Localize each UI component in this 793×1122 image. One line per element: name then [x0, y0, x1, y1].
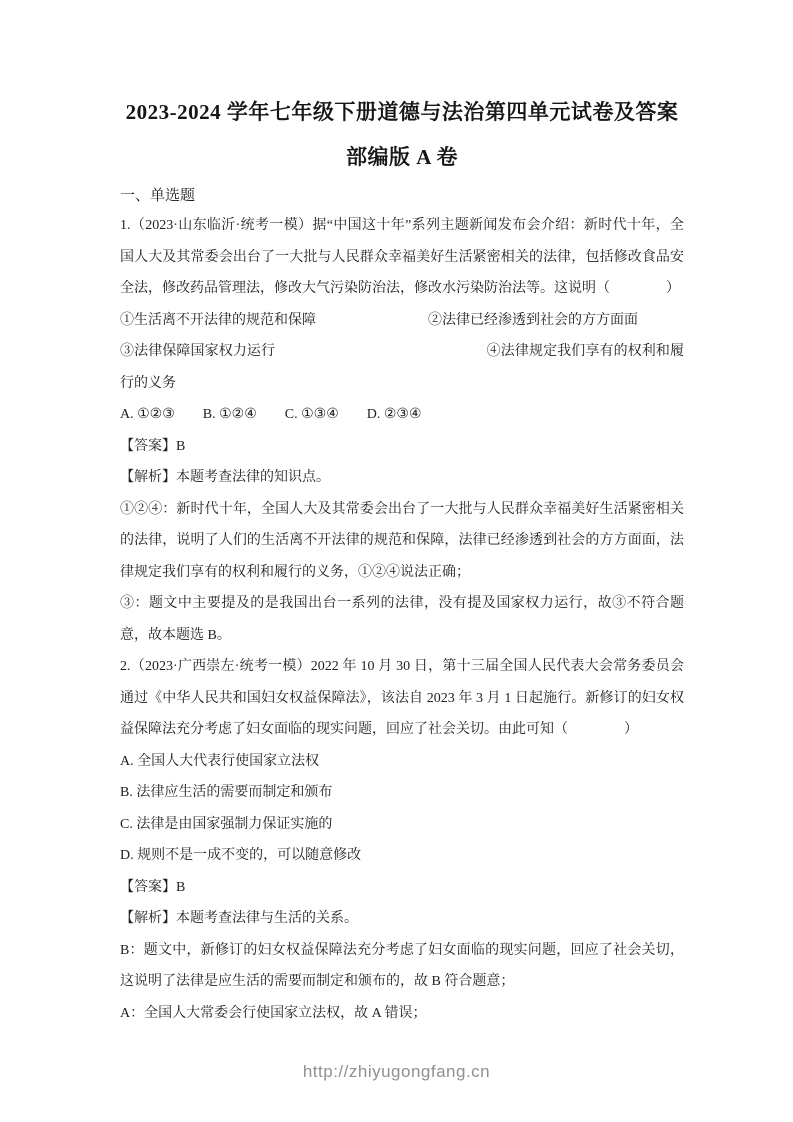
question-1-analysis-paragraph-1: ①②④：新时代十年，全国人大及其常委会出台了一大批与人民群众幸福美好生活紧密相关的法律，说明了人们的生活离不开法律的规范和保障，法律已经渗透到社会的方方面面，法律规定我们享有的权利和履行的义务，①②④说法正确； [120, 501, 684, 580]
question-2-analysis-paragraph-2: A：全国人大常委会行使国家立法权，故 A 错误； [120, 1005, 427, 1021]
page-title [120, 90, 684, 180]
question-1 [120, 210, 684, 651]
title-line-1: 2023-2024 学年七年级下册道德与法治第四单元试卷及答案 [125, 100, 679, 124]
title-line-2: 部编版 A 卷 [345, 145, 458, 169]
question-2-analysis-paragraph-1: B：题文中，新修订的妇女权益保障法充分考虑了妇女面临的现实问题，回应了社会关切，这说明了法律是应生活的需要而制定和颁布的，故 B 符合题意； [120, 942, 684, 989]
question-2-analysis-intro: 【解析】本题考查法律与生活的关系。 [120, 911, 358, 926]
question-2-choice-c: C. 法律是由国家强制力保证实施的 [120, 816, 333, 832]
question-1-analysis-paragraph-2: ③：题文中主要提及的是我国出台一系列的法律，没有提及国家权力运行，故③不符合题意，故本题选 B。 [120, 596, 684, 643]
question-2-choice-d: D. 规则不是一成不变的，可以随意修改 [120, 848, 362, 863]
question-2-stem: 2.（2023·广西崇左·统考一模）2022 年 10 月 30 日，第十三届全国人民代表大会常务委员会通过《中华人民共和国妇女权益保障法》，该法自 2023 年 3 月 1 日起施行。新修订的妇女权益保障法充分考虑了妇女面临的现实问题，回应了社会关切。由此可知（ ） [120, 659, 684, 737]
question-2 [120, 651, 684, 1029]
question-2-choice-a: A. 全国人大代表行使国家立法权 [120, 753, 320, 769]
section-heading-single-choice: 一、单选题 [120, 188, 196, 204]
footer-watermark-url: http://zhiyugongfang.cn [302, 1062, 491, 1081]
question-1-suboptions-row-1: ①生活离不开法律的规范和保障 ②法律已经渗透到社会的方方面面 [120, 312, 638, 328]
question-1-analysis-intro: 【解析】本题考查法律的知识点。 [120, 470, 330, 485]
document-content [120, 90, 684, 1029]
question-1-answer: 【答案】B [120, 438, 186, 454]
question-1-suboptions-row-2: ③法律保障国家权力运行 ④法律规定我们享有的权利和履行的义务 [120, 344, 684, 391]
question-2-choice-b: B. 法律应生活的需要而制定和颁布 [120, 785, 333, 800]
question-1-stem: 1.（2023·山东临沂·统考一模）据“中国这十年”系列主题新闻发布会介绍：新时代十年，全国人大及其常委会出台了一大批与人民群众幸福美好生活紧密相关的法律，包括修改食品安全法，修改药品管理法，修改大气污染防治法，修改水污染防治法等。这说明（ ） [120, 218, 684, 296]
question-2-answer: 【答案】B [120, 879, 186, 895]
question-1-choices: A. ①②③ B. ①②④ C. ①③④ D. ②③④ [120, 407, 422, 422]
